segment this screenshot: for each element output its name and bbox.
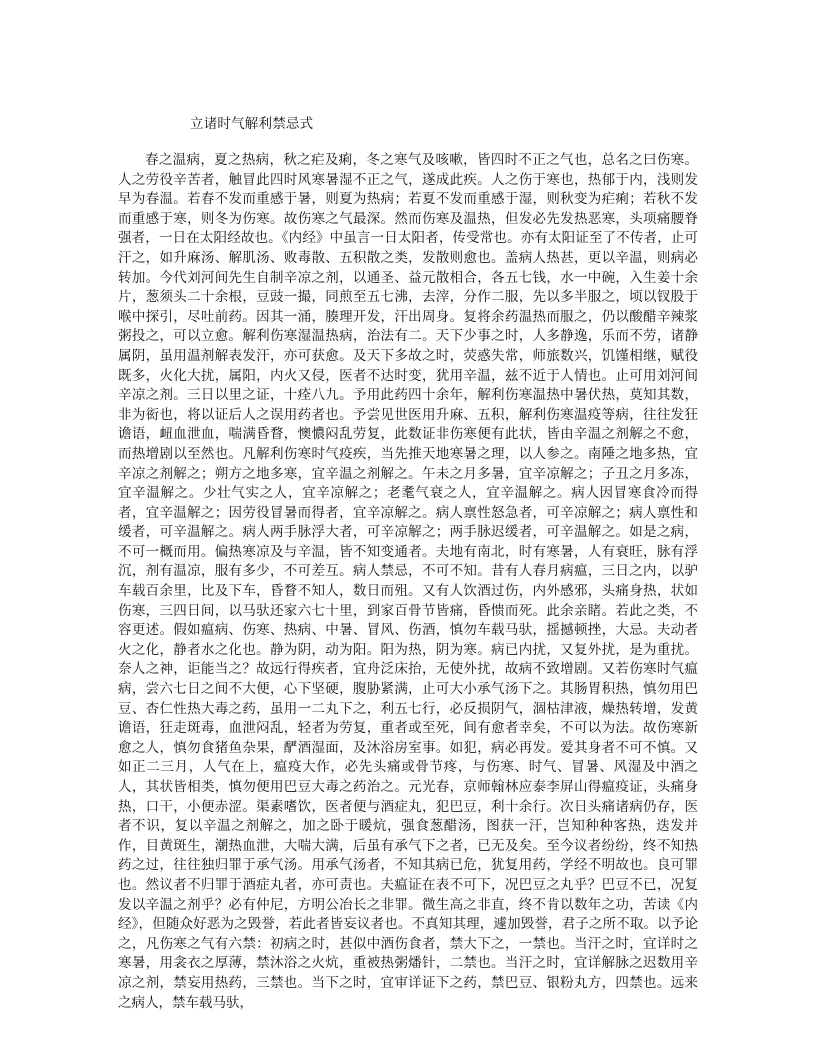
document-body: 春之温病，夏之热病，秋之疟及痢，冬之寒气及咳嗽，皆四时不正之气也，总名之曰伤寒。人之劳役辛苦者，触冒此四时风寒暑湿不正之气，遂成此疾。人之伤于寒也，热郁于内，浅则发早为春温。若春不发而重感于暑，则夏为热病；若夏不发而重感于湿，则秋变为疟痢；若秋不发而重感于寒，则冬为伤寒。故伤寒之气最深。然而伤寒及温热，但发必先发热恶寒，头项痛腰脊强者，一日在太阳经故也。《内经》中虽言一日太阳者，传受常也。亦有太阳证至了不传者，止可汗之，如升麻汤、解肌汤、败毒散、五积散之类，发散则愈也。盖病人热甚，更以辛温，则病必转加。今代刘河间先生自制辛凉之剂，以通圣、益元散相合，各五七钱，水一中碗，入生姜十余片，葱须头二十余根，豆豉一撮，同煎至五七沸，去滓，分作二服，先以多半服之，顷以钗股于喉中探引，尽吐前药。因其一涌，腠理开发，汗出周身。复将余药温热而服之，仍以酸醋辛辣浆粥投之，可以立愈。解利伤寒湿温热病，治法有二。天下少事之时，人多静逸，乐而不劳，诸静属阴，虽用温剂解表发汗，亦可获愈。及天下多故之时，荧惑失常，师旅数兴，饥馑相继，赋役既多，火化大扰，属阳，内火又侵，医者不达时变，犹用辛温，兹不近于人情也。止可用刘河间辛凉之剂。三日以里之证，十痊八九。予用此药四十余年，解利伤寒温热中暑伏热，莫知其数，非为衒也，将以证后人之误用药者也。予尝见世医用升麻、五积，解利伤寒温疫等病，往往发狂谵语，衄血泄血，喘满昏瞀，懊憹闷乱劳复，此数证非伤寒便有此状，皆由辛温之剂解之不愈，而热增剧以至然也。凡解利伤寒时气疫疾，当先推天地寒暑之理，以人参之。南陲之地多热，宜辛凉之剂解之；朔方之地多寒，宜辛温之剂解之。午未之月多暑，宜辛凉解之；子丑之月多冻，宜辛温解之。少壮气实之人，宜辛凉解之；老耄气衰之人，宜辛温解之。病人因冒寒食冷而得者，宜辛温解之；因劳役冒暑而得者，宜辛凉解之。病人禀性怒急者，可辛凉解之；病人禀性和缓者，可辛温解之。病人两手脉浮大者，可辛凉解之；两手脉迟缓者，可辛温解之。如是之病，不可一概而用。偏热寒凉及与辛温，皆不知变通者。夫地有南北，时有寒暑，人有衰旺，脉有浮沉，剂有温凉，服有多少，不可差互。病人禁忌，不可不知。昔有人春月病瘟，三日之内，以驴车载百余里，比及下车，昏瞀不知人，数日而殂。又有人饮酒过伤，内外感邪，头痛身热，状如伤寒，三四日间，以马驮还家六七十里，到家百骨节皆痛，昏愦而死。此余亲睹。若此之类，不容更述。假如瘟病、伤寒、热病、中暑、冒风、伤酒，慎勿车载马驮，摇撼顿挫，大忌。夫动者火之化，静者水之化也。静为阴，动为阳。阳为热，阴为寒。病已内扰，又复外扰，是为重扰。奈人之神，讵能当之？故远行得疾者，宜舟泛床抬，无使外扰，故病不致增剧。又若伤寒时气瘟病，尝六七日之间不大便，心下坚硬，腹胁紧满，止可大小承气汤下之。其肠胃积热，慎勿用巴豆、杏仁性热大毒之药，虽用一二丸下之，利五七行，必反损阴气，涸枯津液，燥热转增，发黄谵语，狂走斑毒，血泄闷乱，轻者为劳复，重者或至死，间有愈者幸矣，不可以为法。故伤寒新愈之人，慎勿食猪鱼杂果，酽酒湿面，及沐浴房室事。如犯，病必再发。爱其身者不可不慎。又如正二三月，人气在上，瘟疫大作，必先头痛或骨节疼，与伤寒、时气、冒暑、风湿及中酒之人，其状皆相类，慎勿便用巴豆大毒之药治之。元光春，京师翰林应泰李屏山得瘟疫证，头痛身热，口干，小便赤涩。渠素嗜饮，医者便与酒症丸，犯巴豆，利十余行。次日头痛诸病仍存，医者不识，复以辛温之剂解之，加之卧于暖炕，强食葱醋汤，图获一汗，岂知种种客热，迭发并作，目黄斑生，潮热血泄，大喘大满，后虽有承气下之者，已无及矣。至今议者纷纷，终不知热药之过，往往独归罪于承气汤。用承气汤者，不知其病已危，犹复用药，学经不明故也。良可罪也。然议者不归罪于酒症丸者，亦可责也。夫瘟证在表不可下，况巴豆之丸乎？巴豆不已，况复发以辛温之剂乎？必有仲尼，方明公冶长之非罪。微生高之非直，终不肯以数年之功，苦读《内经》，但随众好恶为之毁誉，若此者皆妄议者也。不真知其理，遽加毁誉，君子之所不取。以予论之，凡伤寒之气有六禁：初病之时，甚似中酒伤食者，禁大下之，一禁也。当汗之时，宜详时之寒暑，用衾衣之厚薄，禁沐浴之火炕，重被热粥燔针，二禁也。当汗之时，宜详解脉之迟数用辛凉之剂，禁妄用热药，三禁也。当下之时，宜审详证下之药，禁巴豆、银粉丸方，四禁也。远来之病人，禁车载马驮， xyxy=(118,152,698,1011)
document-title: 立诸时气解利禁忌式 xyxy=(190,116,314,132)
